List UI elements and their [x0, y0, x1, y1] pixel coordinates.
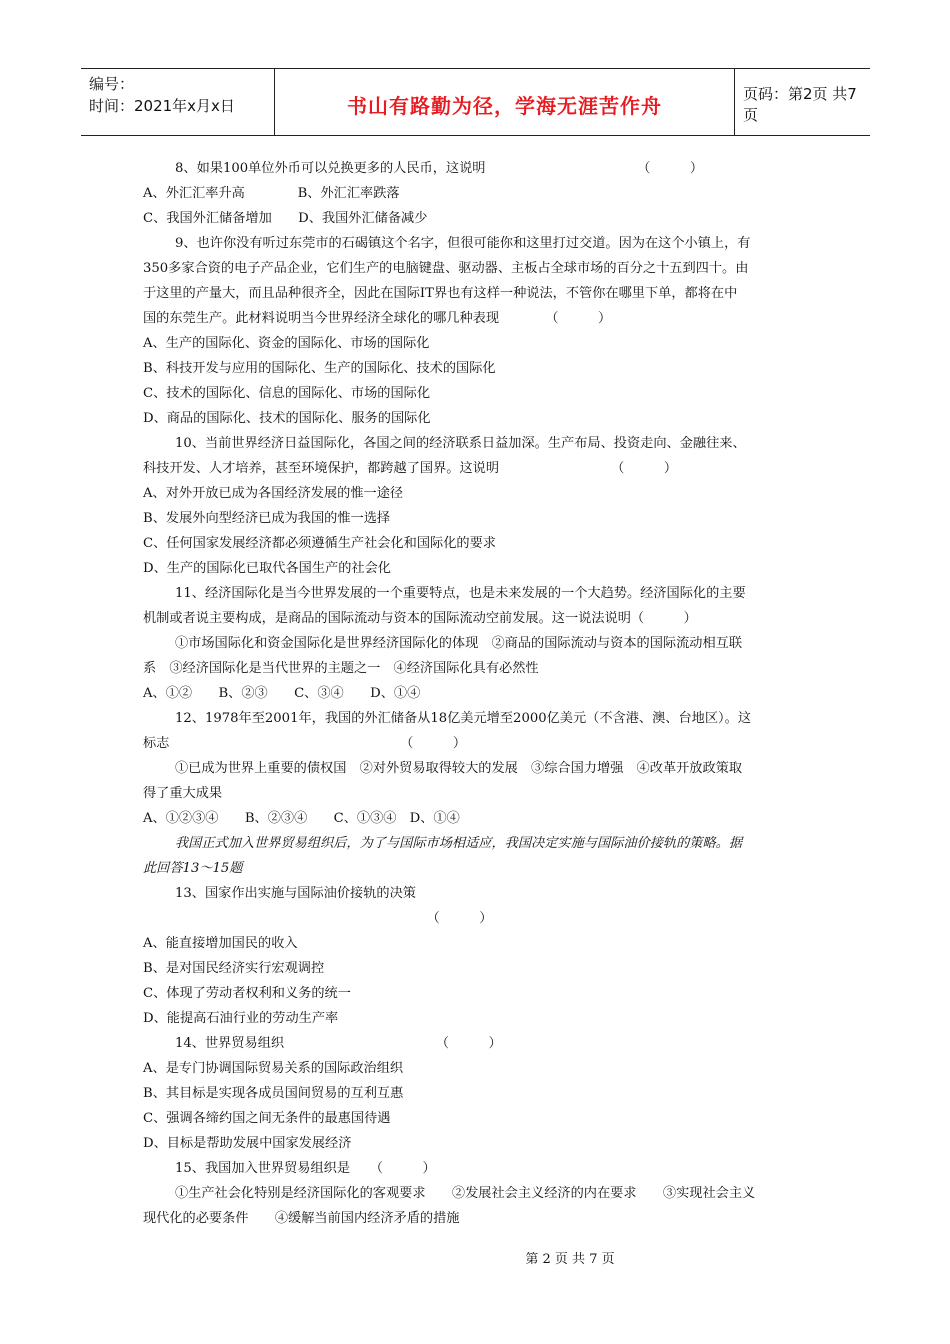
page-footer — [0, 1248, 950, 1267]
text-line: A、能直接增加国民的收入 — [143, 936, 298, 951]
text-line: 12、1978年至2001年，我国的外汇储备从18亿美元增至2000亿美元（不含港、澳、台地区）。这 — [175, 711, 752, 726]
text-line: C、任何国家发展经济都必须遵循生产社会化和国际化的要求 — [143, 536, 496, 551]
header-table — [81, 68, 870, 136]
text-line: ①生产社会化特别是经济国际化的客观要求 ②发展社会主义经济的内在要求 ③实现社会主义 — [175, 1186, 756, 1201]
text-line: B、其目标是实现各成员国间贸易的互利互惠 — [143, 1086, 404, 1101]
text-line: C、技术的国际化、信息的国际化、市场的国际化 — [143, 386, 431, 401]
text-line: 得了重大成果 — [143, 786, 223, 801]
header-page-cell — [735, 69, 870, 135]
text-line: A、①② B、②③ C、③④ D、①④ — [143, 686, 421, 701]
text-line: A、是专门协调国际贸易关系的国际政治组织 — [143, 1061, 404, 1076]
footer-page-label: 第 2 页 共 7 页 — [525, 1252, 615, 1267]
text-line: 此回答13～15题 — [143, 861, 243, 876]
text-line: 系 ③经济国际化是当代世界的主题之一 ④经济国际化具有必然性 — [143, 661, 539, 676]
text-line: 14、世界贸易组织 （ ） — [175, 1036, 502, 1051]
text-line: B、科技开发与应用的国际化、生产的国际化、技术的国际化 — [143, 361, 496, 376]
text-line: 11、经济国际化是当今世界发展的一个重要特点，也是未来发展的一个大趋势。经济国际化的主要 — [175, 586, 746, 601]
text-line: D、目标是帮助发展中国家发展经济 — [143, 1136, 352, 1151]
text-line: 350多家合资的电子产品企业，它们生产的电脑键盘、驱动器、主板占全球市场的百分之十五到四十。由 — [143, 261, 749, 276]
text-line: 我国正式加入世界贸易组织后，为了与国际市场相适应，我国决定实施与国际油价接轨的策略。据 — [175, 836, 743, 851]
text-line: C、强调各缔约国之间无条件的最惠国待遇 — [143, 1111, 391, 1126]
text-line: 10、当前世界经济日益国际化，各国之间的经济联系日益加深。生产布局、投资走向、金融往来、 — [175, 436, 746, 451]
text-line: ①市场国际化和资金国际化是世界经济国际化的体现 ②商品的国际流动与资本的国际流动相互联 — [175, 636, 743, 651]
serial-label: 编号： — [89, 75, 135, 93]
text-line: C、我国外汇储备增加 D、我国外汇储备减少 — [143, 211, 428, 226]
page-info: 页码：第2页 共7页 — [743, 85, 857, 124]
text-line: 标志 （ ） — [143, 736, 467, 751]
text-line: C、体现了劳动者权利和义务的统一 — [143, 986, 351, 1001]
text-line: D、商品的国际化、技术的国际化、服务的国际化 — [143, 411, 431, 426]
text-line: 现代化的必要条件 ④缓解当前国内经济矛盾的措施 — [143, 1211, 460, 1226]
text-line: A、①②③④ B、②③④ C、①③④ D、①④ — [143, 811, 460, 826]
motto: 书山有路勤为径，学海无涯苦作舟 — [347, 93, 662, 118]
text-line: 8、如果100单位外币可以兑换更多的人民币，这说明 （ ） — [175, 161, 704, 176]
header-motto-cell — [275, 69, 735, 135]
text-line: （ ） — [143, 911, 493, 926]
text-line: 于这里的产量大，而且品种很齐全，因此在国际IT界也有这样一种说法，不管你在哪里下单，都将在中 — [143, 286, 738, 301]
text-line: 13、国家作出实施与国际油价接轨的决策 — [175, 886, 416, 901]
text-line: B、是对国民经济实行宏观调控 — [143, 961, 325, 976]
text-line: 国的东莞生产。此材料说明当今世界经济全球化的哪几种表现 （ ） — [143, 311, 612, 326]
text-line: 机制或者说主要构成，是商品的国际流动与资本的国际流动空前发展。这一说法说明（ ） — [143, 611, 697, 626]
date-line: 时间：2021年x月x日 — [89, 97, 235, 115]
text-line: A、外汇汇率升高 B、外汇汇率跌落 — [143, 186, 400, 201]
text-line: 9、也许你没有听过东莞市的石碣镇这个名字，但很可能你和这里打过交道。因为在这个小镇上，有 — [175, 236, 751, 251]
text-line: A、对外开放已成为各国经济发展的惟一途径 — [143, 486, 404, 501]
text-line: D、能提高石油行业的劳动生产率 — [143, 1011, 339, 1026]
text-line: D、生产的国际化已取代各国生产的社会化 — [143, 561, 391, 576]
text-line: 15、我国加入世界贸易组织是 （ ） — [175, 1161, 436, 1176]
text-line: 科技开发、人才培养，甚至环境保护，都跨越了国界。这说明 （ ） — [143, 461, 678, 476]
text-line: A、生产的国际化、资金的国际化、市场的国际化 — [143, 336, 430, 351]
header-left-cell — [81, 69, 275, 135]
text-line: ①已成为世界上重要的债权国 ②对外贸易取得较大的发展 ③综合国力增强 ④改革开放政策取 — [175, 761, 743, 776]
text-line: B、发展外向型经济已成为我国的惟一选择 — [143, 511, 391, 526]
